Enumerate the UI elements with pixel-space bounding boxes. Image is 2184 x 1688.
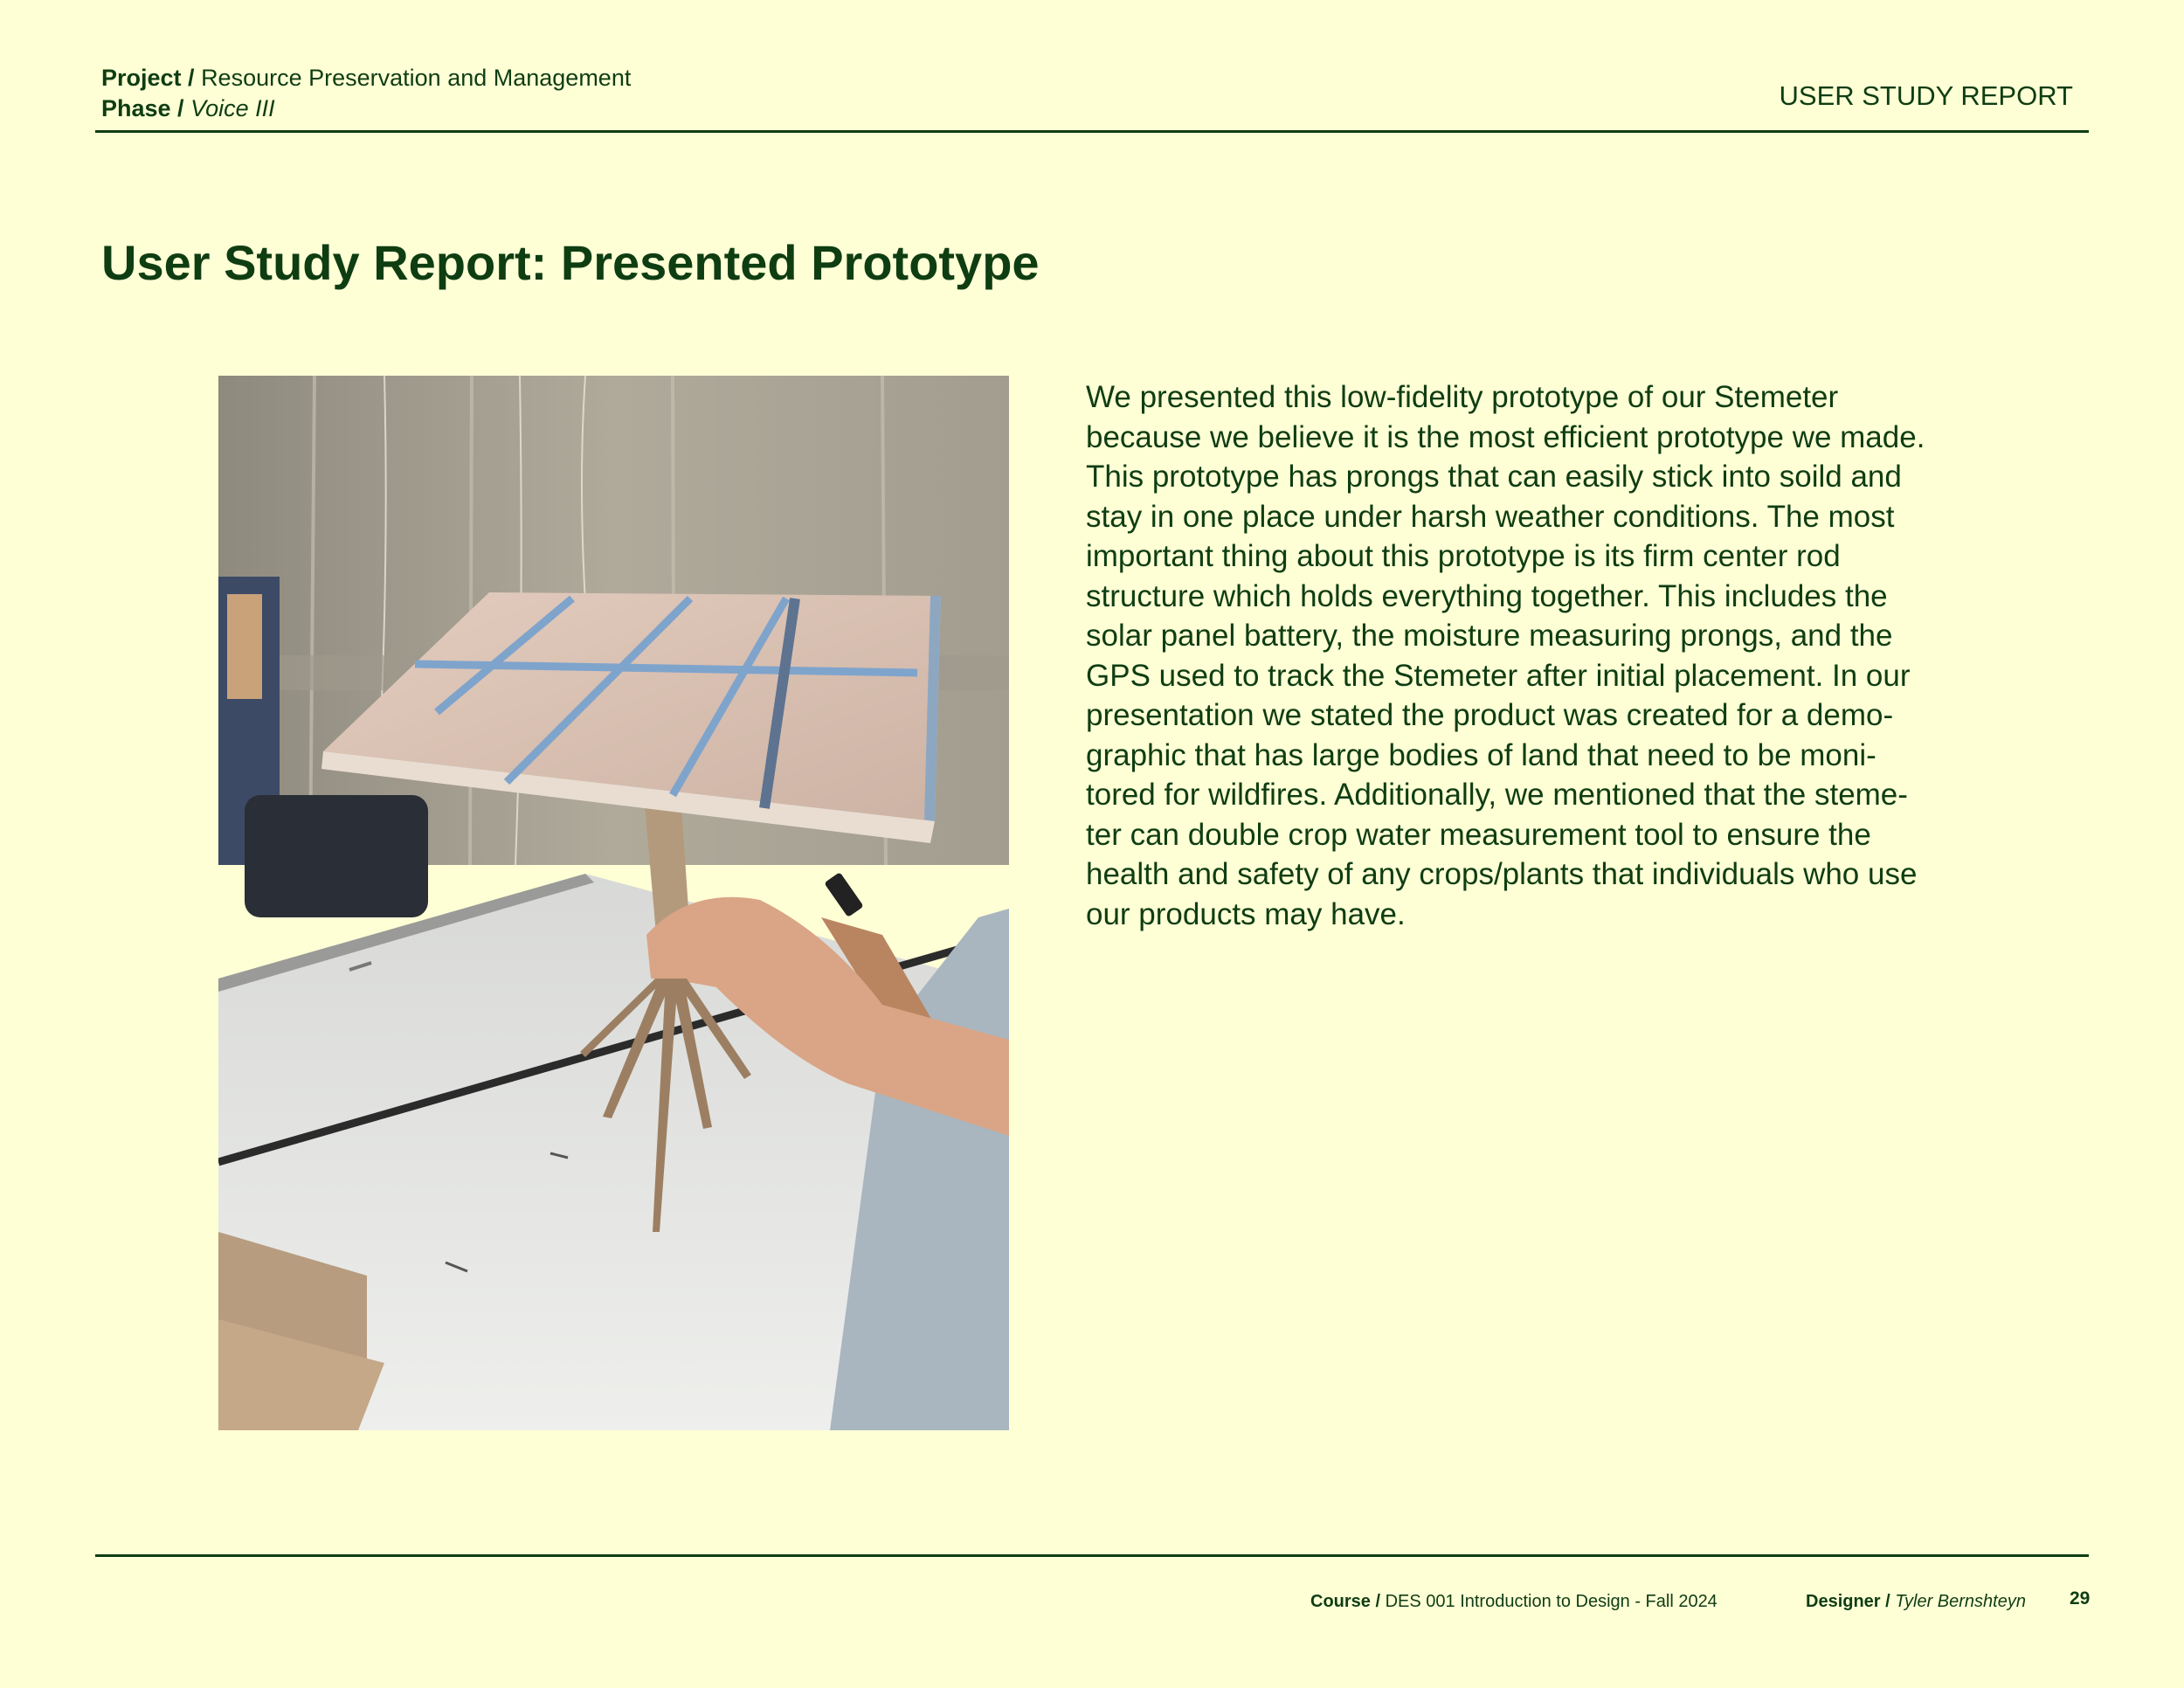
footer-designer	[1806, 1592, 2026, 1612]
body-line: GPS used to track the Stemeter after initial placement. In our	[1086, 658, 1911, 693]
body-line: solar panel battery, the moisture measuring prongs, and the	[1086, 619, 1893, 653]
header-divider	[95, 130, 2089, 133]
body-line: graphic that has large bodies of land that need to be moni-	[1086, 737, 1876, 772]
designer-label: Designer /	[1806, 1592, 1890, 1611]
body-line: health and safety of any crops/plants that individuals who use	[1086, 857, 1918, 891]
body-line: important thing about this prototype is its firm center rod	[1086, 539, 1841, 573]
body-line: ter can double crop water measurement tool to ensure the	[1086, 817, 1871, 852]
body-line: presentation we stated the product was created for a demo-	[1086, 698, 1894, 732]
body-line: We presented this low-fidelity prototype of our Stemeter	[1086, 380, 1839, 414]
project-value: Resource Preservation and Management	[201, 65, 632, 91]
phase-line	[101, 93, 631, 124]
designer-value: Tyler Bernshteyn	[1895, 1592, 2026, 1611]
footer-course	[1310, 1592, 1717, 1612]
page-title: User Study Report: Presented Prototype	[101, 235, 1040, 290]
body-line: our products may have.	[1086, 896, 1406, 931]
body-line: structure which holds everything together. This includes the	[1086, 578, 1888, 613]
course-value: DES 001 Introduction to Design - Fall 2024	[1385, 1592, 1717, 1611]
phase-value: Voice III	[190, 95, 275, 121]
footer-divider	[95, 1554, 2089, 1557]
prototype-photo	[218, 376, 1009, 1430]
phase-label: Phase /	[101, 95, 184, 121]
body-line: tored for wildfires. Additionally, we mentioned that the steme-	[1086, 778, 1908, 812]
report-label: USER STUDY REPORT	[1779, 80, 2073, 111]
body-line: stay in one place under harsh weather conditions. The most	[1086, 499, 1895, 534]
course-label: Course /	[1310, 1592, 1381, 1611]
body-line: because we believe it is the most efficient prototype we made.	[1086, 419, 1925, 454]
project-label: Project /	[101, 65, 195, 91]
page-number: 29	[2070, 1588, 2091, 1608]
header-meta	[101, 63, 631, 124]
body-text	[1086, 377, 2038, 934]
body-line: This prototype has prongs that can easily stick into soild and	[1086, 460, 1902, 494]
project-line	[101, 63, 631, 93]
